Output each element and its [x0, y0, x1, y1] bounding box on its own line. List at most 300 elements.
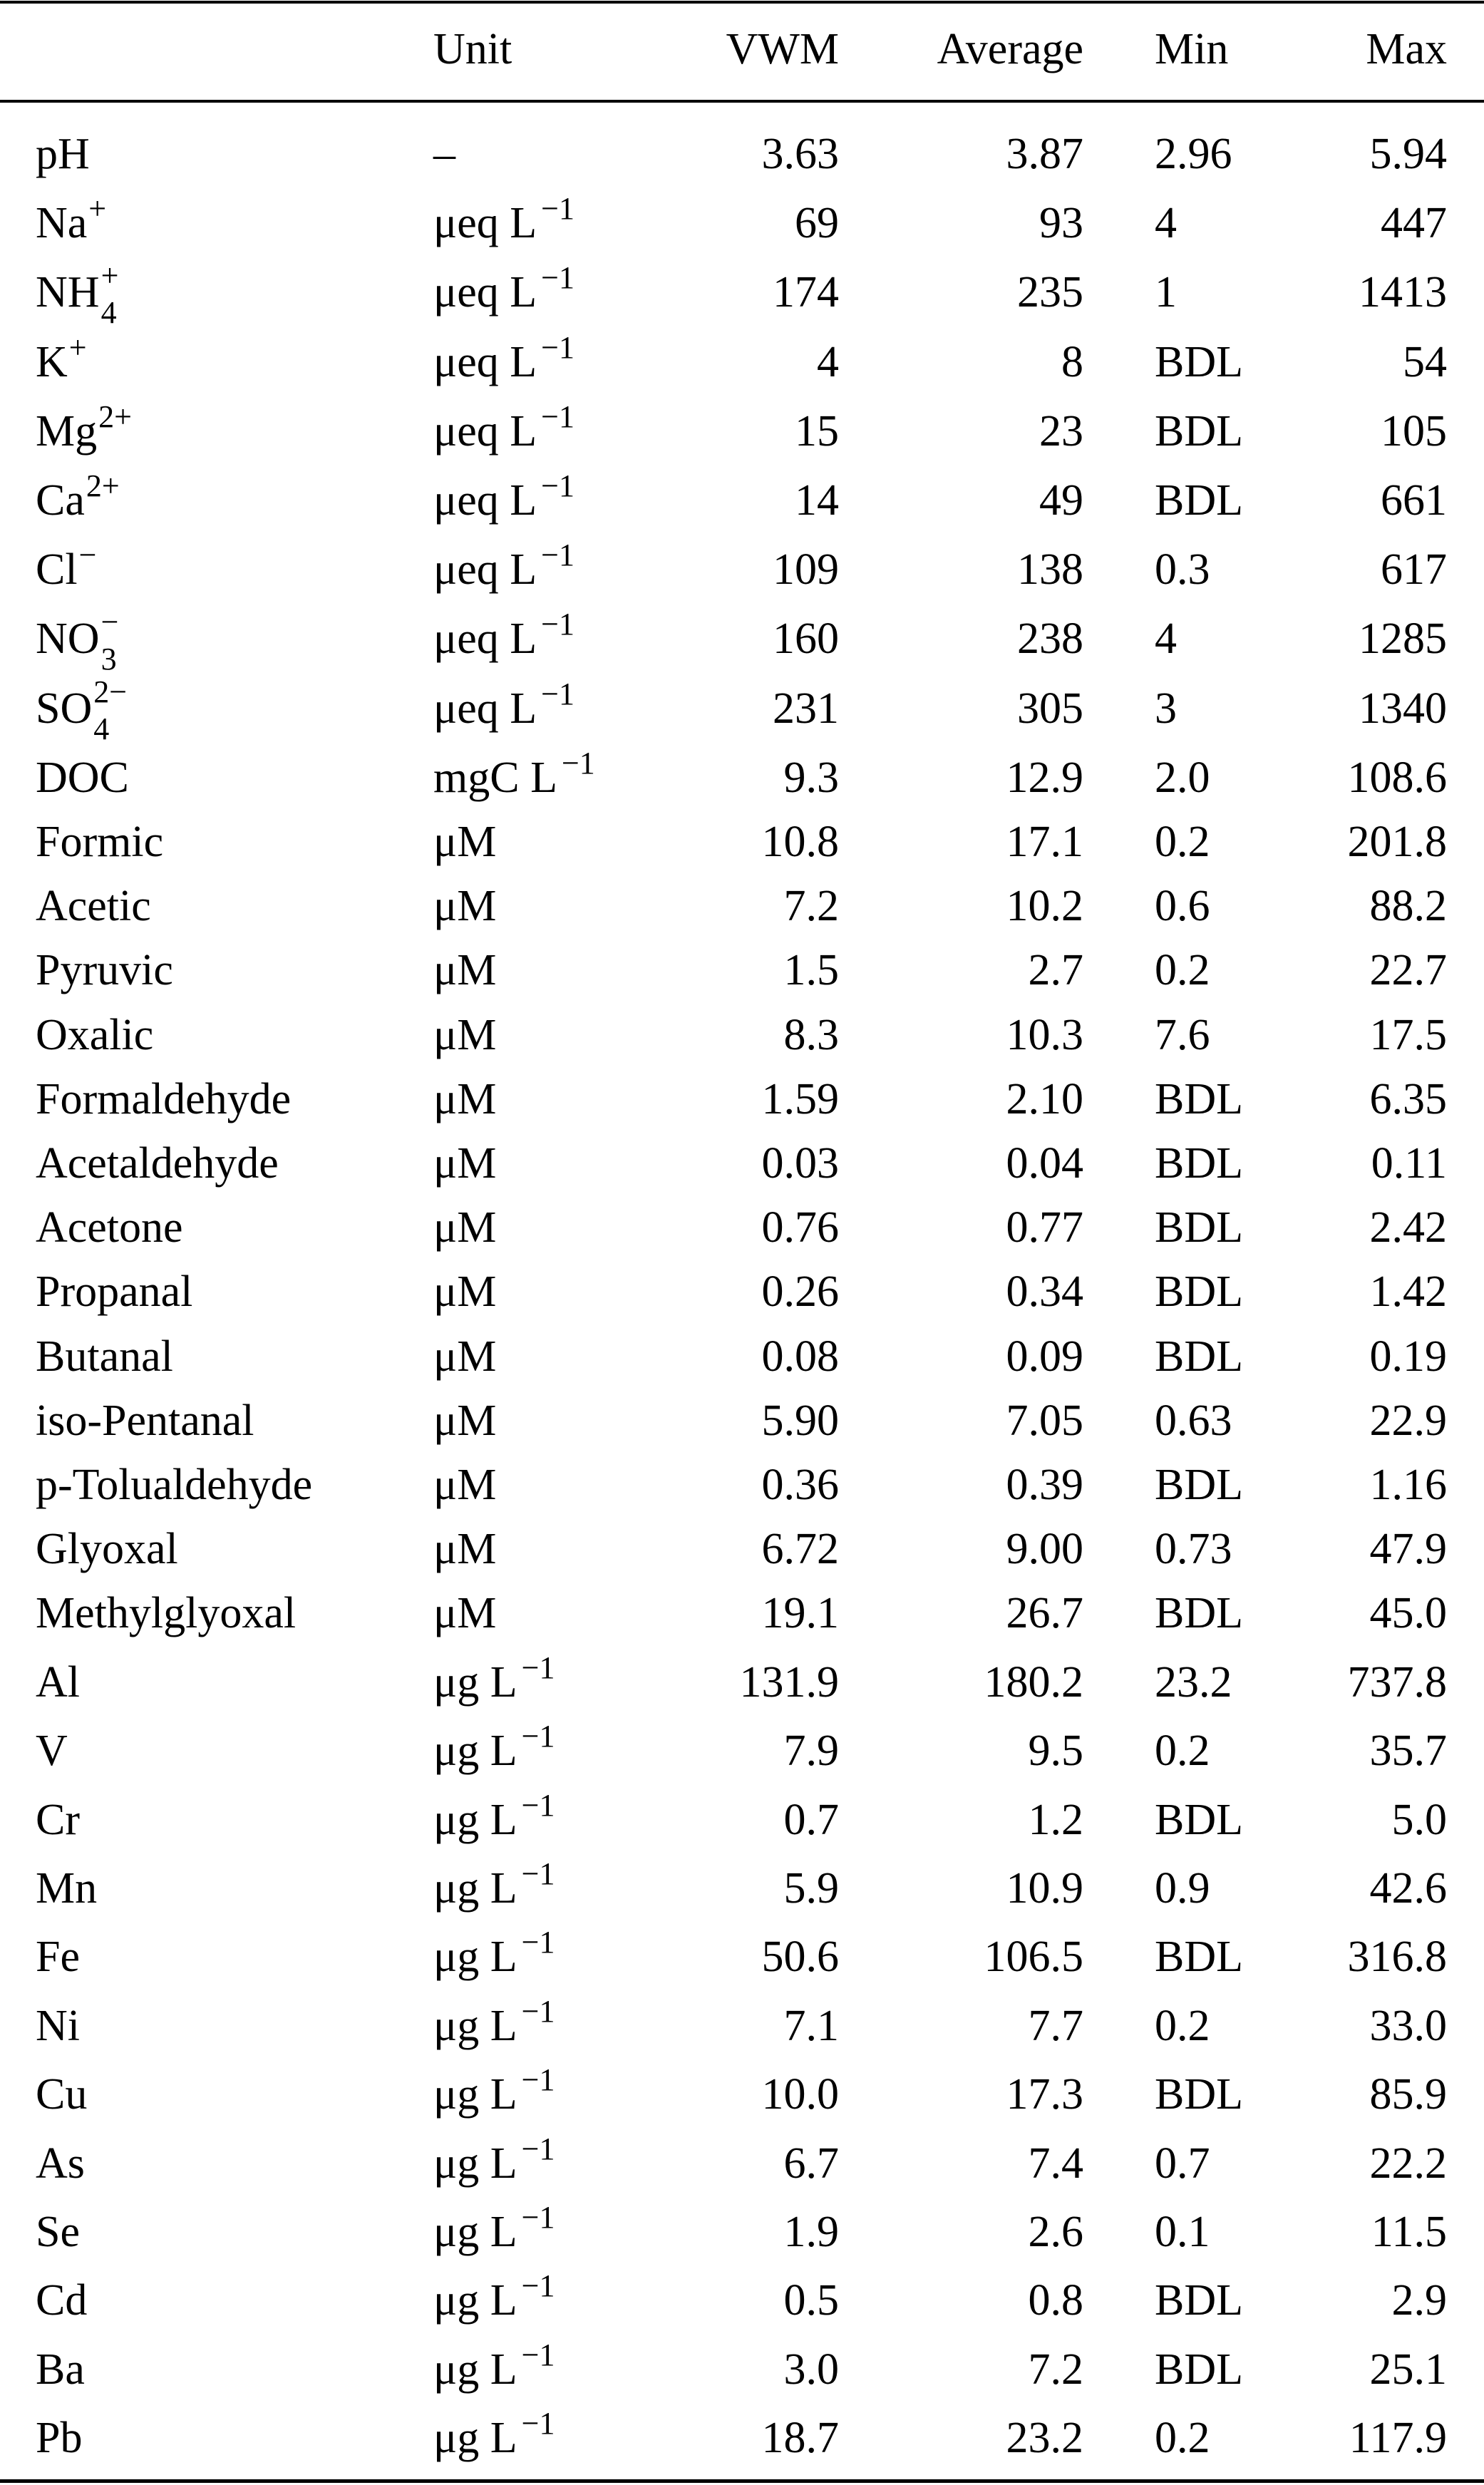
row-label [36, 674, 128, 746]
row-max: 11.5 [1371, 2208, 1447, 2256]
header-unit: Unit [433, 25, 512, 73]
row-min: 23.2 [1155, 1657, 1232, 1707]
table-row [0, 2062, 1484, 2136]
row-max: 0.19 [1369, 1332, 1447, 1381]
row-vwm: 9.3 [783, 753, 839, 802]
row-max: 25.1 [1369, 2345, 1447, 2394]
row-max: 6.35 [1369, 1074, 1447, 1123]
row-unit [433, 2131, 555, 2188]
row-unit [433, 607, 574, 664]
table-row [0, 674, 1484, 751]
unit-exponent: −1 [521, 1719, 555, 1754]
unit-text: μM [433, 1332, 497, 1381]
row-min: BDL [1155, 1267, 1243, 1317]
table-row [0, 1463, 1484, 1527]
row-label [36, 1205, 183, 1250]
species-name: Fe [36, 1933, 80, 1982]
row-max: 1340 [1359, 684, 1447, 733]
row-max: 1413 [1359, 268, 1447, 317]
row-average: 0.09 [1006, 1332, 1083, 1381]
row-label [36, 1589, 297, 1638]
row-unit [433, 1525, 497, 1574]
charge-superscript: 2+ [98, 398, 132, 434]
species-name: Acetone [36, 1203, 183, 1252]
row-label [36, 398, 132, 456]
row-average: 9.00 [1006, 1525, 1083, 1574]
unit-text: μeq L [433, 337, 537, 386]
row-max: 447 [1381, 199, 1447, 248]
row-average: 7.4 [1028, 2139, 1083, 2188]
row-average: 23.2 [1006, 2414, 1083, 2463]
row-label [36, 191, 107, 248]
row-unit [433, 398, 574, 456]
row-vwm: 1.59 [761, 1074, 839, 1123]
species-name: NH [36, 268, 100, 317]
unit-text: μM [433, 1267, 497, 1317]
row-unit [433, 1856, 555, 1913]
row-vwm: 7.9 [783, 1727, 839, 1776]
row-vwm: 0.26 [761, 1267, 839, 1317]
row-max: 35.7 [1369, 1727, 1447, 1776]
row-min: 0.1 [1155, 2208, 1210, 2256]
unit-text: μM [433, 1589, 497, 1638]
species-name: As [36, 2139, 85, 2188]
row-unit [433, 132, 455, 176]
unit-text: mgC L [433, 753, 557, 802]
table-row [0, 258, 1484, 334]
row-average: 8 [1061, 337, 1083, 386]
species-name: Se [36, 2208, 80, 2256]
charge-superscript: − [101, 604, 119, 640]
unit-exponent: −1 [521, 2062, 555, 2098]
unit-exponent: −1 [521, 2200, 555, 2235]
row-unit [433, 820, 496, 864]
row-unit [433, 946, 497, 995]
row-min: 4 [1155, 199, 1177, 248]
row-average: 9.5 [1028, 1727, 1083, 1776]
header-average: Average [937, 25, 1083, 73]
row-vwm: 1.5 [783, 946, 839, 995]
row-average: 10.2 [1006, 882, 1083, 931]
species-name: Ni [36, 2001, 80, 2050]
row-unit [433, 1074, 497, 1123]
unit-text: μM [433, 1461, 497, 1509]
row-average: 12.9 [1006, 753, 1083, 802]
row-label [36, 2347, 85, 2392]
row-label [36, 1525, 178, 1574]
row-max: 5.94 [1369, 130, 1447, 178]
row-min: 7.6 [1155, 1010, 1210, 1059]
row-label [36, 2414, 83, 2463]
table-row [0, 1591, 1484, 1655]
row-max: 105 [1381, 406, 1447, 456]
table-row [0, 537, 1484, 612]
row-min: 4 [1155, 614, 1177, 664]
unit-text: μM [433, 946, 497, 995]
table-row [0, 2337, 1484, 2412]
row-average: 3.87 [1006, 130, 1083, 178]
species-name: Cr [36, 1795, 80, 1844]
row-average: 49 [1039, 476, 1083, 525]
row-unit [433, 1396, 497, 1445]
row-label [36, 1463, 312, 1507]
row-average: 10.3 [1006, 1010, 1083, 1059]
row-unit [433, 1589, 497, 1638]
row-average: 0.8 [1028, 2276, 1083, 2325]
header-rule [0, 100, 1484, 103]
row-min: 0.2 [1155, 2414, 1210, 2463]
table-row [0, 1267, 1484, 1334]
charge-notation [101, 258, 130, 331]
species-name: NO [36, 614, 100, 664]
table-row [0, 1527, 1484, 1591]
table-row [0, 1334, 1484, 1399]
row-min: BDL [1155, 406, 1243, 456]
row-label [36, 1267, 193, 1317]
row-average: 93 [1039, 199, 1083, 248]
unit-exponent: −1 [541, 607, 574, 642]
row-min: 0.2 [1155, 946, 1210, 995]
row-vwm: 4 [817, 337, 839, 386]
row-min: 1 [1155, 268, 1177, 317]
species-name: Acetic [36, 882, 151, 931]
row-vwm: 131.9 [739, 1657, 839, 1707]
unit-exponent: −1 [561, 745, 595, 781]
species-name: Al [36, 1657, 80, 1707]
charge-notation [93, 674, 128, 746]
row-max: 661 [1381, 476, 1447, 525]
unit-text: μg L [433, 2276, 517, 2325]
unit-exponent: −1 [541, 398, 574, 434]
unit-text: μM [433, 818, 497, 866]
row-average: 0.04 [1006, 1139, 1083, 1188]
row-vwm: 174 [773, 268, 839, 317]
unit-text: μM [433, 882, 497, 931]
row-average: 17.1 [1006, 818, 1083, 866]
row-vwm: 160 [773, 614, 839, 664]
row-average: 10.9 [1006, 1864, 1083, 1913]
row-max: 33.0 [1369, 2001, 1447, 2050]
count-subscript: 4 [101, 295, 117, 331]
row-vwm: 6.72 [761, 1525, 839, 1574]
header-min: Min [1155, 25, 1229, 73]
row-max: 2.42 [1369, 1203, 1447, 1252]
row-min: BDL [1155, 2345, 1243, 2394]
unit-text: μg L [433, 2139, 517, 2188]
row-min: 0.9 [1155, 1864, 1210, 1913]
unit-exponent: −1 [521, 2268, 555, 2304]
charge-notation [101, 604, 130, 677]
table-row [0, 191, 1484, 265]
table-row [0, 1719, 1484, 1793]
count-subscript: 3 [101, 642, 117, 677]
row-max: 47.9 [1369, 1525, 1447, 1574]
species-name: Oxalic [36, 1010, 154, 1059]
row-vwm: 19.1 [761, 1589, 839, 1638]
table-row [0, 1787, 1484, 1862]
row-vwm: 8.3 [783, 1010, 839, 1059]
row-average: 17.3 [1006, 2070, 1083, 2119]
row-min: BDL [1155, 1461, 1243, 1509]
row-average: 235 [1017, 268, 1083, 317]
row-average: 7.2 [1028, 2345, 1083, 2394]
row-label [36, 132, 90, 176]
row-vwm: 3.63 [761, 130, 839, 178]
row-unit [433, 745, 595, 802]
unit-text: μg L [433, 2414, 517, 2463]
species-name: DOC [36, 753, 129, 802]
header-max: Max [1366, 25, 1447, 73]
row-vwm: 14 [795, 476, 839, 525]
row-vwm: 0.76 [761, 1203, 839, 1252]
row-average: 2.7 [1028, 946, 1083, 995]
species-name: Ba [36, 2345, 85, 2394]
species-name: iso-Pentanal [36, 1396, 254, 1445]
row-min: 0.2 [1155, 2001, 1210, 2050]
unit-exponent: −1 [541, 191, 574, 227]
unit-exponent: −1 [541, 260, 574, 296]
species-name: Pb [36, 2414, 83, 2463]
charge-superscript: + [68, 329, 87, 365]
row-average: 0.39 [1006, 1461, 1083, 1509]
row-label [36, 2070, 88, 2119]
unit-text: μg L [433, 1864, 517, 1913]
species-name: pH [36, 130, 90, 178]
row-unit [433, 1010, 497, 1059]
unit-text: μg L [433, 1657, 517, 1707]
row-max: 17.5 [1369, 1010, 1447, 1059]
charge-superscript: + [101, 258, 119, 294]
row-average: 138 [1017, 545, 1083, 595]
row-vwm: 3.0 [783, 2345, 839, 2394]
row-max: 108.6 [1347, 753, 1447, 802]
row-vwm: 231 [773, 684, 839, 733]
row-min: 0.6 [1155, 882, 1210, 931]
row-max: 617 [1381, 545, 1447, 595]
unit-text: μM [433, 1074, 497, 1123]
row-vwm: 0.03 [761, 1139, 839, 1188]
row-vwm: 15 [795, 406, 839, 456]
count-subscript: 4 [93, 711, 110, 746]
table-row [0, 604, 1484, 681]
row-vwm: 6.7 [783, 2139, 839, 2188]
species-name: Propanal [36, 1267, 193, 1317]
row-vwm: 1.9 [783, 2208, 839, 2256]
unit-text: μeq L [433, 614, 537, 664]
unit-text: – [433, 130, 455, 178]
row-label [36, 1010, 154, 1059]
unit-exponent: −1 [521, 1993, 555, 2029]
header-vwm: VWM [726, 25, 839, 73]
row-unit [433, 1463, 496, 1507]
charge-superscript: + [88, 191, 107, 227]
row-unit [433, 468, 574, 525]
row-average: 0.77 [1006, 1203, 1083, 1252]
table-row [0, 1141, 1484, 1205]
row-max: 42.6 [1369, 1864, 1447, 1913]
row-label [36, 1657, 80, 1707]
unit-text: μeq L [433, 545, 537, 595]
row-unit [433, 329, 574, 386]
row-min: BDL [1155, 1332, 1243, 1381]
species-name: Acetaldehyde [36, 1139, 279, 1188]
row-average: 26.7 [1006, 1589, 1083, 1638]
row-label [36, 537, 97, 595]
table-row [0, 948, 1484, 1012]
unit-exponent: −1 [541, 329, 574, 365]
row-unit [433, 2268, 555, 2325]
row-vwm: 0.36 [761, 1461, 839, 1509]
table-row [0, 2200, 1484, 2274]
row-unit [433, 537, 574, 595]
row-min: 2.0 [1155, 753, 1210, 802]
row-vwm: 0.7 [783, 1795, 839, 1844]
row-min: BDL [1155, 1203, 1243, 1252]
row-min: 2.96 [1155, 130, 1232, 178]
unit-text: μM [433, 1203, 497, 1252]
row-unit [433, 1925, 555, 1982]
charge-superscript: − [78, 537, 97, 573]
row-min: BDL [1155, 476, 1243, 525]
row-vwm: 10.8 [761, 818, 839, 866]
row-vwm: 109 [773, 545, 839, 595]
row-unit [433, 676, 574, 733]
row-max: 1.42 [1369, 1267, 1447, 1317]
row-average: 7.05 [1006, 1396, 1083, 1445]
row-min: BDL [1155, 337, 1243, 386]
table-row [0, 820, 1484, 884]
table-row [0, 1856, 1484, 1930]
row-label [36, 1396, 254, 1445]
unit-text: μM [433, 1010, 497, 1059]
row-max: 1.16 [1369, 1461, 1447, 1509]
row-min: 0.73 [1155, 1525, 1232, 1574]
row-label [36, 2210, 80, 2254]
species-name: Mn [36, 1864, 98, 1913]
row-min: BDL [1155, 2070, 1243, 2119]
table-row [0, 1925, 1484, 1999]
row-vwm: 69 [795, 199, 839, 248]
species-name: Formic [36, 818, 164, 866]
row-max: 54 [1403, 337, 1447, 386]
row-max: 85.9 [1369, 2070, 1447, 2119]
table-row [0, 1396, 1484, 1463]
unit-text: μeq L [433, 268, 537, 317]
row-label [36, 1074, 292, 1123]
row-min: 3 [1155, 684, 1177, 733]
row-label [36, 2276, 88, 2325]
row-average: 2.10 [1006, 1074, 1083, 1123]
row-average: 238 [1017, 614, 1083, 664]
row-unit [433, 1205, 496, 1250]
unit-exponent: −1 [541, 537, 574, 573]
row-label [36, 468, 120, 525]
row-max: 22.7 [1369, 946, 1447, 995]
table-row [0, 329, 1484, 404]
row-average: 23 [1039, 406, 1083, 456]
row-label [36, 329, 87, 386]
row-vwm: 7.2 [783, 882, 839, 931]
row-max: 45.0 [1369, 1589, 1447, 1638]
row-label [36, 258, 130, 331]
row-max: 737.8 [1347, 1657, 1447, 1707]
table-row [0, 398, 1484, 473]
unit-text: μM [433, 1525, 497, 1574]
row-label [36, 2001, 80, 2050]
row-max: 88.2 [1369, 882, 1447, 931]
species-name: p-Tolualdehyde [36, 1461, 313, 1509]
table-row [0, 1650, 1484, 1724]
row-label [36, 1139, 279, 1188]
unit-exponent: −1 [521, 1787, 555, 1823]
row-max: 201.8 [1347, 818, 1447, 866]
row-min: BDL [1155, 2276, 1243, 2325]
unit-text: μM [433, 1139, 497, 1188]
row-max: 5.0 [1391, 1795, 1447, 1844]
species-name: Pyruvic [36, 946, 173, 995]
unit-exponent: −1 [521, 1650, 555, 1685]
unit-text: μg L [433, 2001, 517, 2050]
table-row [0, 2268, 1484, 2342]
row-min: BDL [1155, 1933, 1243, 1982]
row-label [36, 882, 151, 931]
unit-text: μeq L [433, 406, 537, 456]
row-max: 117.9 [1349, 2414, 1447, 2463]
table-row [0, 468, 1484, 542]
row-unit [433, 882, 497, 931]
species-name: Glyoxal [36, 1525, 178, 1574]
row-label [36, 820, 163, 864]
unit-exponent: −1 [521, 1925, 555, 1960]
row-label [36, 604, 130, 677]
unit-text: μg L [433, 2070, 517, 2119]
row-unit [433, 1993, 555, 2050]
unit-exponent: −1 [541, 468, 574, 503]
unit-exponent: −1 [521, 2131, 555, 2166]
table-row [0, 2406, 1484, 2480]
species-name: Ca [36, 476, 85, 525]
row-unit [433, 1267, 497, 1317]
row-average: 305 [1017, 684, 1083, 733]
unit-text: μg L [433, 2345, 517, 2394]
species-name: Formaldehyde [36, 1074, 292, 1123]
species-name: Cd [36, 2276, 88, 2325]
row-label [36, 1795, 80, 1844]
table-row [0, 132, 1484, 196]
row-vwm: 0.08 [761, 1332, 839, 1381]
row-min: BDL [1155, 1795, 1243, 1844]
row-min: 0.2 [1155, 1727, 1210, 1776]
row-unit [433, 1650, 555, 1707]
unit-text: μeq L [433, 476, 537, 525]
species-name: SO [36, 684, 93, 733]
unit-text: μg L [433, 2208, 517, 2256]
species-name: V [36, 1727, 68, 1776]
unit-text: μM [433, 1396, 497, 1445]
row-min: 0.3 [1155, 545, 1210, 595]
row-max: 2.9 [1391, 2276, 1447, 2325]
unit-exponent: −1 [521, 2406, 555, 2442]
table-header [0, 27, 1484, 91]
unit-exponent: −1 [521, 1856, 555, 1891]
species-name: K [36, 337, 68, 386]
row-unit [433, 1139, 497, 1188]
row-average: 180.2 [984, 1657, 1083, 1707]
unit-exponent: −1 [521, 2337, 555, 2372]
table-row [0, 745, 1484, 820]
unit-text: μg L [433, 1795, 517, 1844]
row-unit [433, 1787, 555, 1844]
